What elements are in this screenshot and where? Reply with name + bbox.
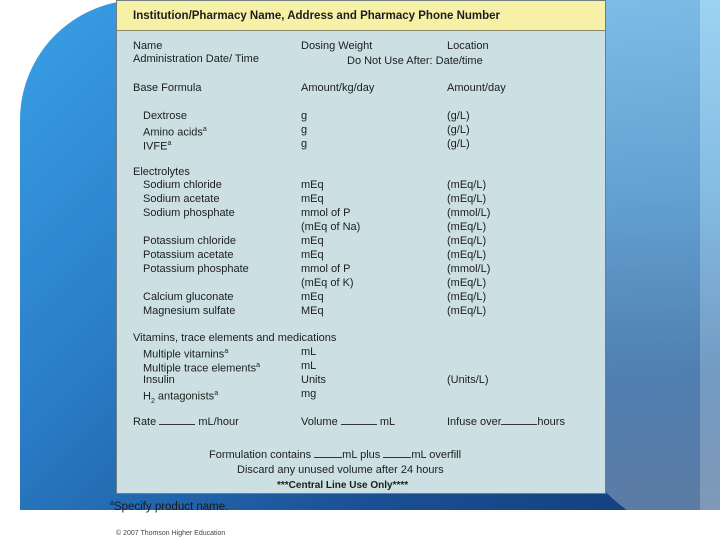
amino-acids-conc: (g/L) <box>447 124 470 136</box>
vitamin-row <box>117 359 605 373</box>
electrolyte-name: Calcium gluconate <box>143 291 234 303</box>
electrolyte-unit: mEq <box>301 193 324 205</box>
location-label: Location <box>447 40 489 52</box>
row-dextrose <box>117 109 605 123</box>
electrolyte-row <box>117 290 605 304</box>
electrolyte-row <box>117 220 605 234</box>
vitamin-unit: mL <box>301 360 317 372</box>
electrolyte-unit: (mEq of K) <box>301 277 354 289</box>
infuse-blank[interactable] <box>501 415 537 425</box>
row-ivfe <box>117 137 605 151</box>
vitamins-label: Vitamins, trace elements and medications <box>133 332 337 344</box>
electrolyte-conc: (mmol/L) <box>447 263 491 275</box>
electrolyte-conc: (mEq/L) <box>447 235 487 247</box>
electrolyte-conc: (mEq/L) <box>447 305 487 317</box>
infuse-field: Infuse over hours <box>447 416 565 428</box>
copyright: © 2007 Thomson Higher Education <box>116 530 226 537</box>
formulation-blank-1[interactable] <box>314 448 342 458</box>
electrolyte-row <box>117 178 605 192</box>
electrolyte-row <box>117 262 605 276</box>
row-central-line <box>117 479 605 493</box>
volume-field: Volume mL <box>301 416 396 428</box>
amino-acids-unit: g <box>301 124 308 136</box>
ivfe-unit: g <box>301 138 308 150</box>
electrolyte-name: Sodium acetate <box>143 193 220 205</box>
dosing-weight-label: Dosing Weight <box>301 40 373 52</box>
row-name <box>117 39 605 53</box>
electrolyte-unit: (mEq of Na) <box>301 221 361 233</box>
vitamin-unit: mL <box>301 346 317 358</box>
amount-day-label: Amount/day <box>447 82 506 94</box>
volume-blank[interactable] <box>341 415 377 425</box>
electrolyte-unit: mmol of P <box>301 207 351 219</box>
vitamin-unit: mg <box>301 388 317 400</box>
vitamin-row <box>117 345 605 359</box>
admin-label: Administration Date/ Time <box>133 53 259 65</box>
amount-kg-day-label: Amount/kg/day <box>301 82 375 94</box>
formulation-blank-2[interactable] <box>383 448 411 458</box>
rate-field: Rate mL/hour <box>133 416 239 428</box>
vitamin-name: $H_2$ antagonists$^a$ <box>143 390 219 405</box>
electrolyte-conc: (mEq/L) <box>447 221 487 233</box>
rate-blank[interactable] <box>159 415 195 425</box>
discard-text: Discard any unused volume after 24 hours <box>237 464 444 476</box>
footnote-marker: a <box>110 500 114 507</box>
electrolyte-unit: mmol of P <box>301 263 351 275</box>
form-header <box>117 1 605 31</box>
row-rate <box>117 415 605 429</box>
electrolytes-label: Electrolytes <box>133 166 190 178</box>
electrolyte-conc: (mEq/L) <box>447 249 487 261</box>
electrolyte-conc: (mEq/L) <box>447 291 487 303</box>
ivfe-label: IVFE$^a$ <box>143 140 172 153</box>
vitamin-name: Multiple vitamins$^a$ <box>143 348 229 361</box>
form-header-text: Institution/Pharmacy Name, Address and Pharmacy Phone Number <box>133 9 501 22</box>
electrolyte-name: Sodium phosphate <box>143 207 235 219</box>
electrolyte-name: Potassium acetate <box>143 249 234 261</box>
electrolyte-unit: mEq <box>301 179 324 191</box>
footnote-text: Specify product name. <box>113 500 229 513</box>
bottom-band <box>0 510 720 540</box>
electrolyte-conc: (mmol/L) <box>447 207 491 219</box>
do-not-use-label: Do Not Use After: Date/time <box>347 55 483 67</box>
vitamin-row <box>117 387 605 405</box>
electrolyte-row <box>117 192 605 206</box>
dextrose-conc: (g/L) <box>447 110 470 122</box>
electrolyte-name: Potassium phosphate <box>143 263 249 275</box>
electrolyte-unit: MEq <box>301 305 324 317</box>
name-label: Name <box>133 40 163 52</box>
electrolyte-conc: (mEq/L) <box>447 179 487 191</box>
electrolyte-unit: mEq <box>301 291 324 303</box>
formulation-text: Formulation contains mL plus mL overfill <box>209 449 462 461</box>
vitamin-conc: (Units/L) <box>447 374 489 386</box>
amino-acids-label: Amino acids$^a$ <box>143 126 207 139</box>
vitamin-row <box>117 373 605 387</box>
electrolyte-name: Potassium chloride <box>143 235 236 247</box>
vitamin-unit: Units <box>301 374 327 386</box>
electrolyte-conc: (mEq/L) <box>447 277 487 289</box>
row-amino-acids <box>117 123 605 137</box>
dextrose-label: Dextrose <box>143 110 188 122</box>
electrolyte-row <box>117 234 605 248</box>
electrolyte-name: Magnesium sulfate <box>143 305 236 317</box>
electrolyte-unit: mEq <box>301 235 324 247</box>
vitamin-name: Insulin <box>143 374 175 386</box>
dextrose-unit: g <box>301 110 308 122</box>
pn-order-form <box>116 0 606 494</box>
electrolyte-unit: mEq <box>301 249 324 261</box>
electrolyte-row <box>117 276 605 290</box>
electrolyte-row <box>117 206 605 220</box>
central-line-text: ***Central Line Use Only**** <box>277 480 409 491</box>
footnote <box>110 500 228 513</box>
row-base-formula <box>117 81 605 95</box>
row-dnu <box>117 54 605 68</box>
electrolyte-row <box>117 304 605 318</box>
vitamin-name: Multiple trace elements$^a$ <box>143 362 261 375</box>
row-vitamins-heading <box>117 331 605 345</box>
ivfe-conc: (g/L) <box>447 138 470 150</box>
row-formulation <box>117 448 605 462</box>
electrolyte-row <box>117 248 605 262</box>
base-formula-label: Base Formula <box>133 82 202 94</box>
row-discard <box>117 463 605 477</box>
electrolyte-name: Sodium chloride <box>143 179 222 191</box>
row-electrolytes-heading <box>117 165 605 179</box>
electrolyte-conc: (mEq/L) <box>447 193 487 205</box>
